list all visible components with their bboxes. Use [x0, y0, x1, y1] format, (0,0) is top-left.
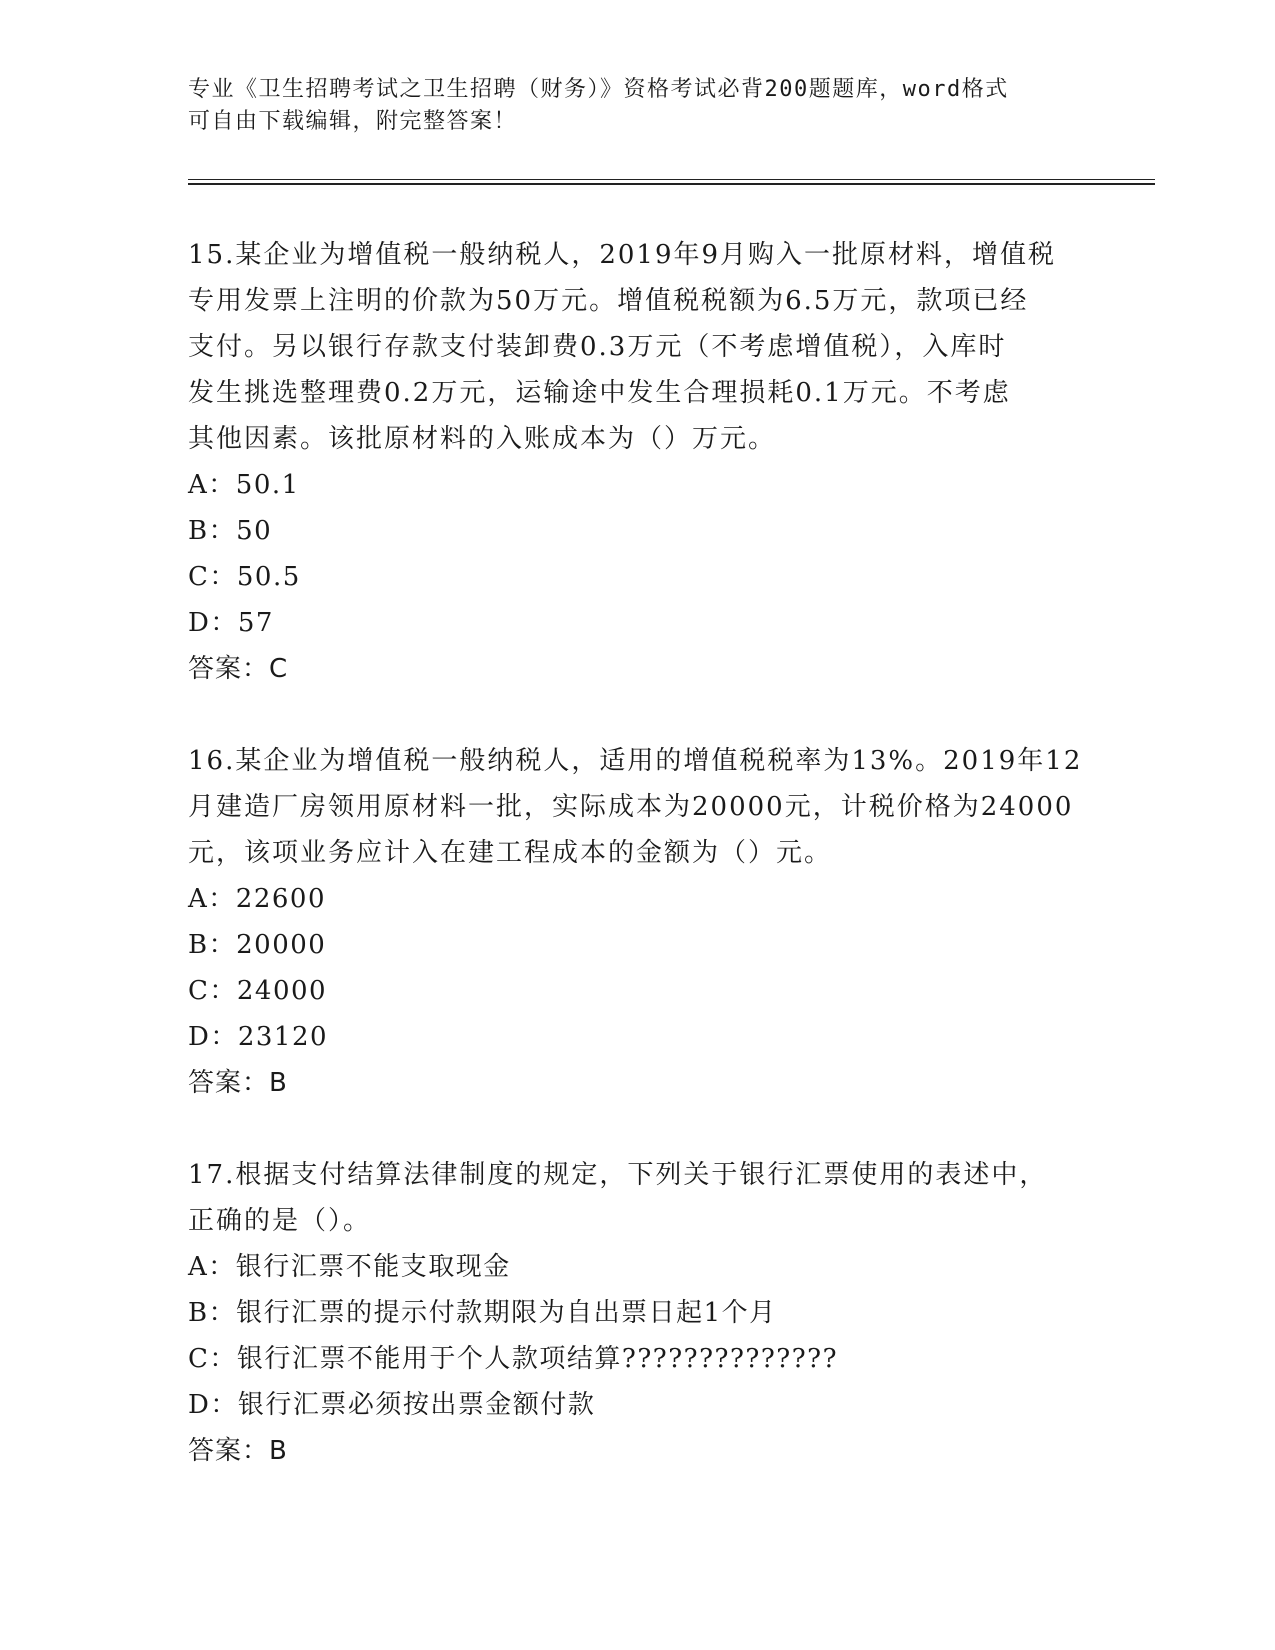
option-b: B：银行汇票的提示付款期限为自出票日起1个月: [188, 1298, 777, 1328]
option-c: C：24000: [188, 976, 328, 1006]
option-d: D：银行汇票必须按出票金额付款: [188, 1390, 596, 1420]
question-stem-line: 正确的是（）。: [188, 1206, 372, 1236]
option-b: B：20000: [188, 930, 327, 960]
question-stem-line: 15.某企业为增值税一般纳税人，2019年9月购入一批原材料，增值税: [188, 240, 1057, 270]
answer-line: 答案：C: [188, 654, 289, 684]
option-c: C：银行汇票不能用于个人款项结算??????????????: [188, 1344, 839, 1374]
question-stem-line: 17.根据支付结算法律制度的规定，下列关于银行汇票使用的表述中，: [188, 1160, 1048, 1190]
question-stem-line: 发生挑选整理费0.2万元，运输途中发生合理损耗0.1万元。不考虑: [188, 378, 1011, 408]
header-line-2: 可自由下载编辑，附完整答案！: [188, 109, 518, 134]
question-stem-line: 16.某企业为增值税一般纳税人，适用的增值税税率为13%。2019年12: [188, 746, 1083, 776]
question-16: [188, 738, 1088, 1106]
option-b: B：50: [188, 516, 273, 546]
question-stem-line: 月建造厂房领用原材料一批，实际成本为20000元，计税价格为24000: [188, 792, 1074, 822]
question-stem-line: 专用发票上注明的价款为50万元。增值税税额为6.5万元，款项已经: [188, 286, 1029, 316]
option-c: C：50.5: [188, 562, 301, 592]
question-15: [188, 232, 1088, 692]
option-a: A：22600: [188, 884, 326, 914]
header-divider-thin: [188, 179, 1155, 180]
answer-line: 答案：B: [188, 1436, 288, 1466]
question-stem-line: 支付。另以银行存款支付装卸费0.3万元（不考虑增值税），入库时: [188, 332, 1007, 362]
question-stem-line: 元，该项业务应计入在建工程成本的金额为（）元。: [188, 838, 833, 868]
answer-line: 答案：B: [188, 1068, 288, 1098]
header-line-1: 专业《卫生招聘考试之卫生招聘（财务）》资格考试必背200题题库，word格式: [188, 77, 1009, 102]
option-a: A：50.1: [188, 470, 300, 500]
question-stem-line: 其他因素。该批原材料的入账成本为（）万元。: [188, 424, 777, 454]
header-divider-thick: [188, 183, 1155, 185]
question-list: [188, 232, 1088, 1520]
option-d: D：57: [188, 608, 274, 638]
document-header: [188, 74, 1088, 138]
option-a: A：银行汇票不能支取现金: [188, 1252, 511, 1282]
question-17: [188, 1152, 1088, 1474]
option-d: D：23120: [188, 1022, 329, 1052]
